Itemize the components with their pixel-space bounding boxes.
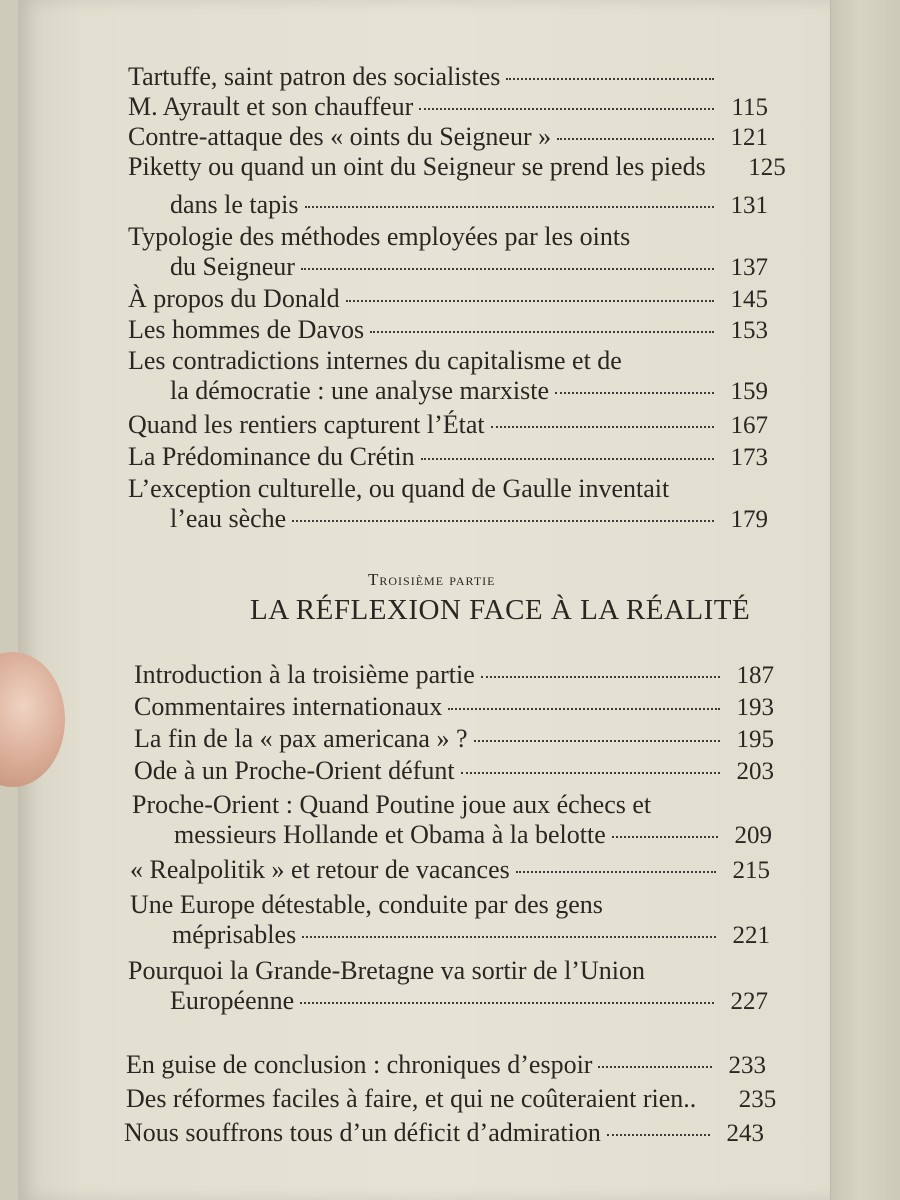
toc-entry xyxy=(128,122,768,153)
leader-dots xyxy=(292,520,714,522)
toc-page-number: 187 xyxy=(736,662,774,689)
leader-dots xyxy=(301,268,714,270)
leader-dots xyxy=(300,1002,714,1004)
toc-entry-title: Des réformes faciles à faire, et qui ne coûteraient rien.. xyxy=(126,1084,697,1113)
toc-entry xyxy=(128,410,768,441)
toc-entry-title: M. Ayrault et son chauffeur xyxy=(128,92,414,121)
toc-entry-title: Contre-attaque des « oints du Seigneur » xyxy=(128,122,552,151)
toc-page-number: 137 xyxy=(730,253,768,281)
toc-entry-title: Pourquoi la Grande-Bretagne va sortir de l’Union xyxy=(128,956,645,985)
toc-entry xyxy=(124,1118,764,1149)
part-title: LA RÉFLEXION FACE À LA RÉALITÉ xyxy=(250,594,751,626)
leader-dots xyxy=(557,138,714,140)
toc-page-number: 233 xyxy=(728,1052,766,1079)
toc-entry-title: La Prédominance du Crétin xyxy=(128,442,415,471)
leader-dots xyxy=(419,108,714,110)
leader-dots xyxy=(474,740,721,742)
toc-entry-title: En guise de conclusion : chroniques d’espoir xyxy=(126,1050,593,1079)
leader-dots xyxy=(555,392,714,394)
toc-entry xyxy=(134,660,774,691)
toc-entry-title: Ode à un Proche-Orient défunt xyxy=(134,756,455,785)
toc-page-number: 235 xyxy=(738,1086,777,1113)
toc-page-number: 193 xyxy=(736,694,774,721)
toc-page-number: 153 xyxy=(730,317,768,344)
leader-dots xyxy=(481,676,720,678)
toc-entry-title: Les contradictions internes du capitalisme et de xyxy=(128,346,622,375)
toc-entry-title-cont: méprisables xyxy=(172,919,297,949)
toc-entry-title: dans le tapis xyxy=(170,190,299,219)
leader-dots xyxy=(370,331,714,333)
toc-entry-title: Introduction à la troisième partie xyxy=(134,660,475,689)
toc-entry-title: L’exception culturelle, ou quand de Gaulle inventait xyxy=(128,474,670,503)
toc-entry-title: Tartuffe, saint patron des socialistes xyxy=(128,62,501,91)
toc-entry xyxy=(128,222,768,283)
toc-entry-title: « Realpolitik » et retour de vacances xyxy=(130,855,510,884)
toc-entry-title-cont: Européenne xyxy=(170,985,295,1015)
toc-entry-title: Quand les rentiers capturent l’État xyxy=(128,410,485,439)
toc-page-number: 159 xyxy=(730,377,768,405)
toc-entry xyxy=(128,474,768,535)
toc-entry-title: Typologie des méthodes employées par les oints xyxy=(128,222,631,251)
leader-dots xyxy=(448,708,720,710)
toc-entry-title: À propos du Donald xyxy=(128,284,340,313)
toc-entry-title: La fin de la « pax americana » ? xyxy=(134,724,468,753)
leader-dots xyxy=(506,78,714,80)
toc-page-number: 203 xyxy=(736,758,774,785)
leader-dots xyxy=(302,936,716,938)
leader-dots xyxy=(305,206,714,208)
toc-page-number: 131 xyxy=(730,192,768,219)
toc-entry xyxy=(130,855,770,886)
toc-entry-title-cont: la démocratie : une analyse marxiste xyxy=(170,375,550,405)
toc-entry xyxy=(128,152,786,183)
toc-entry-title: Piketty ou quand un oint du Seigneur se prend les pieds xyxy=(128,152,706,181)
toc-entry xyxy=(128,315,768,346)
part-label: Troisième partie xyxy=(368,570,496,589)
toc-entry-title: Une Europe détestable, conduite par des gens xyxy=(130,890,603,919)
leader-dots xyxy=(607,1134,710,1136)
toc-entry xyxy=(132,790,772,851)
toc-entry xyxy=(128,92,768,123)
leader-dots xyxy=(421,458,714,460)
leader-dots xyxy=(461,772,720,774)
leader-dots xyxy=(516,871,716,873)
toc-entry xyxy=(128,346,768,407)
toc-page-number: 145 xyxy=(730,286,768,313)
toc-page-number: 227 xyxy=(730,987,768,1015)
toc-entry xyxy=(128,62,768,92)
toc-entry xyxy=(126,1050,766,1081)
toc-entry-title-cont: l’eau sèche xyxy=(170,503,287,533)
toc-entry-title-cont: messieurs Hollande et Obama à la belotte xyxy=(174,819,606,849)
toc-page-number: 173 xyxy=(730,444,768,471)
toc-page-number: 125 xyxy=(748,154,786,181)
toc-entry-title: Les hommes de Davos xyxy=(128,315,365,344)
toc-entry-title: Commentaires internationaux xyxy=(134,692,443,721)
toc-page-number: 215 xyxy=(732,857,770,884)
toc-page-number: 195 xyxy=(736,726,774,753)
toc-entry xyxy=(126,1084,777,1115)
toc-entry xyxy=(130,890,770,951)
leader-dots xyxy=(612,836,718,838)
toc-page-number: 121 xyxy=(730,124,768,151)
toc-page-number: 209 xyxy=(734,821,772,849)
leader-dots xyxy=(491,426,714,428)
toc-page-number: 243 xyxy=(726,1120,764,1147)
toc-entry xyxy=(128,956,768,1017)
toc-entry xyxy=(128,190,768,221)
leader-dots xyxy=(598,1066,712,1068)
toc-entry xyxy=(134,756,774,787)
leader-dots xyxy=(346,300,714,302)
toc-entry xyxy=(134,724,774,755)
toc-entry xyxy=(128,284,768,315)
toc-page-number: 167 xyxy=(730,412,768,439)
toc-entry xyxy=(128,442,768,473)
toc-page-number: 221 xyxy=(732,921,770,949)
toc-entry-title: Nous souffrons tous d’un déficit d’admiration xyxy=(124,1118,601,1147)
toc-page-number: 179 xyxy=(730,505,768,533)
toc-entry-title-cont: du Seigneur xyxy=(170,251,295,281)
toc-page-number: 115 xyxy=(731,94,768,121)
toc-entry-title: Proche-Orient : Quand Poutine joue aux échecs et xyxy=(132,790,652,819)
toc-entry xyxy=(134,692,774,723)
